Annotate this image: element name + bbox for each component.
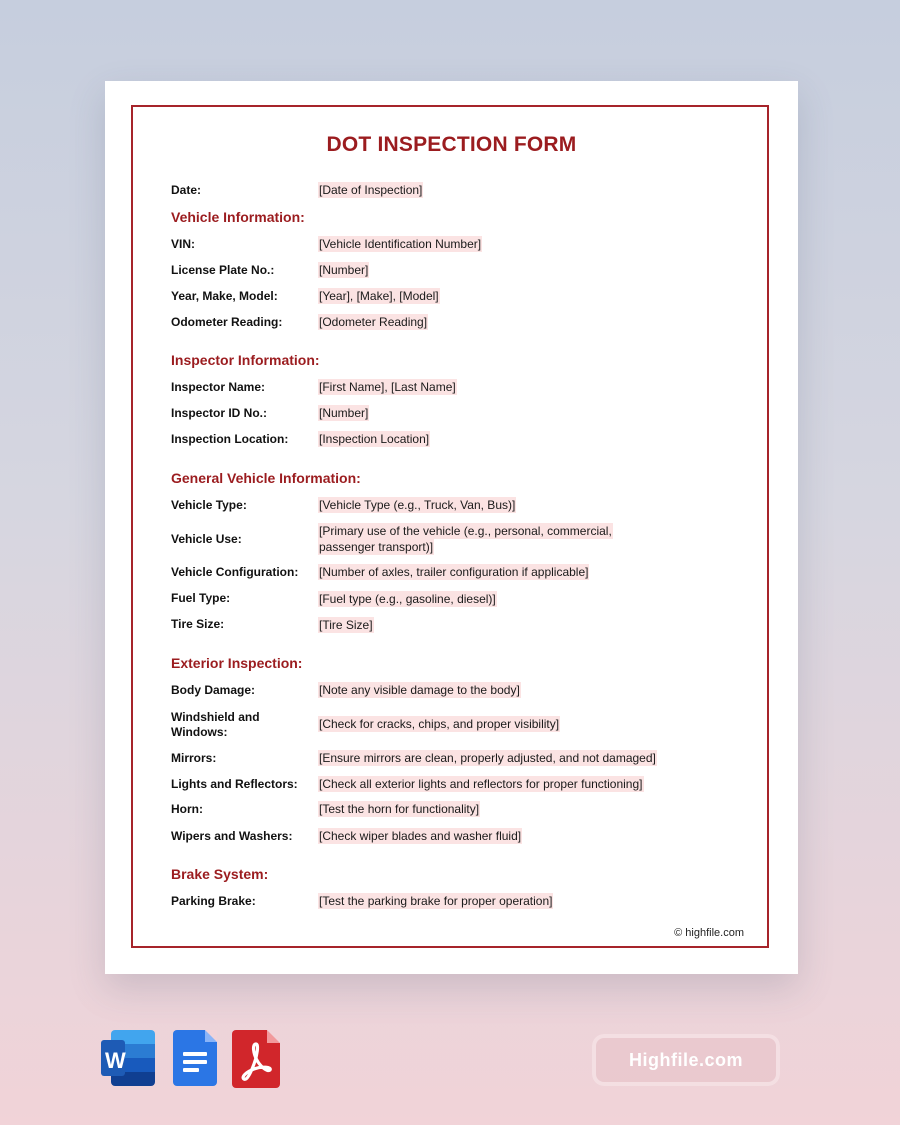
windshield-label [171,710,260,740]
inspector-id-value[interactable]: [Number] [319,406,369,420]
section-heading-vehicle-information: Vehicle Information: [171,209,305,225]
section-heading-inspector-information: Inspector Information: [171,352,320,368]
inspection-location-value[interactable]: [Inspection Location] [319,432,430,446]
inspector-name-value[interactable]: [First Name], [Last Name] [319,380,456,394]
document-page [105,81,798,974]
license-plate-value[interactable]: [Number] [319,263,369,277]
vehicle-use-label: Vehicle Use: [171,532,242,546]
parking-brake-value[interactable]: [Test the parking brake for proper operation] [319,894,553,908]
pdf-icon[interactable] [232,1030,280,1088]
year-make-model-value[interactable]: [Year], [Make], [Model] [319,289,439,303]
date-label: Date: [171,183,202,197]
windshield-label-line1: Windshield and [171,710,260,724]
section-heading-exterior-inspection: Exterior Inspection: [171,655,303,671]
vehicle-use-value-line2: passenger transport)] [319,540,434,554]
vehicle-use-value[interactable] [318,523,613,555]
vin-value[interactable]: [Vehicle Identification Number] [319,237,482,251]
vin-label: VIN: [171,237,195,251]
inspection-location-label: Inspection Location: [171,432,289,446]
section-heading-brake-system: Brake System: [171,866,269,882]
google-docs-icon-fold [205,1030,217,1042]
google-docs-icon[interactable] [173,1030,217,1086]
horn-label: Horn: [171,802,203,816]
mirrors-value[interactable]: [Ensure mirrors are clean, properly adjusted, and not damaged] [319,751,656,765]
year-make-model-label: Year, Make, Model: [171,289,278,303]
google-docs-icon-line [183,1060,207,1064]
mirrors-label: Mirrors: [171,751,217,765]
body-damage-label: Body Damage: [171,683,256,697]
acrobat-swirl-icon [232,1030,280,1088]
section-heading-general-vehicle-information: General Vehicle Information: [171,470,361,486]
google-docs-icon-line [183,1052,207,1056]
odometer-label: Odometer Reading: [171,315,283,329]
horn-value[interactable]: [Test the horn for functionality] [319,802,480,816]
vehicle-type-value[interactable]: [Vehicle Type (e.g., Truck, Van, Bus)] [319,498,516,512]
parking-brake-label: Parking Brake: [171,894,256,908]
inspector-id-label: Inspector ID No.: [171,406,268,420]
license-plate-label: License Plate No.: [171,263,275,277]
wipers-washers-label: Wipers and Washers: [171,829,293,843]
vehicle-configuration-label: Vehicle Configuration: [171,565,299,579]
odometer-value[interactable]: [Odometer Reading] [319,315,428,329]
highfile-badge[interactable]: Highfile.com [592,1034,780,1086]
date-value[interactable]: [Date of Inspection] [319,183,423,197]
word-icon-letter: W [105,1048,126,1073]
wipers-washers-value[interactable]: [Check wiper blades and washer fluid] [319,829,522,843]
vehicle-use-value-line1: [Primary use of the vehicle (e.g., personal, commercial, [319,524,612,538]
fuel-type-label: Fuel Type: [171,591,231,605]
vehicle-type-label: Vehicle Type: [171,498,247,512]
inspector-name-label: Inspector Name: [171,380,266,394]
tire-size-value[interactable]: [Tire Size] [319,618,373,632]
body-damage-value[interactable]: [Note any visible damage to the body] [319,683,520,697]
copyright-text: © highfile.com [674,927,744,939]
windshield-value[interactable]: [Check for cracks, chips, and proper visibility] [319,717,560,731]
fuel-type-value[interactable]: [Fuel type (e.g., gasoline, diesel)] [319,592,496,606]
windshield-label-line2: Windows: [171,725,228,739]
tire-size-label: Tire Size: [171,617,225,631]
lights-reflectors-label: Lights and Reflectors: [171,777,298,791]
form-title: DOT INSPECTION FORM [326,133,577,156]
lights-reflectors-value[interactable]: [Check all exterior lights and reflectors for proper functioning] [319,777,643,791]
vehicle-configuration-value[interactable]: [Number of axles, trailer configuration if applicable] [319,565,589,579]
google-docs-icon-line [183,1068,199,1072]
